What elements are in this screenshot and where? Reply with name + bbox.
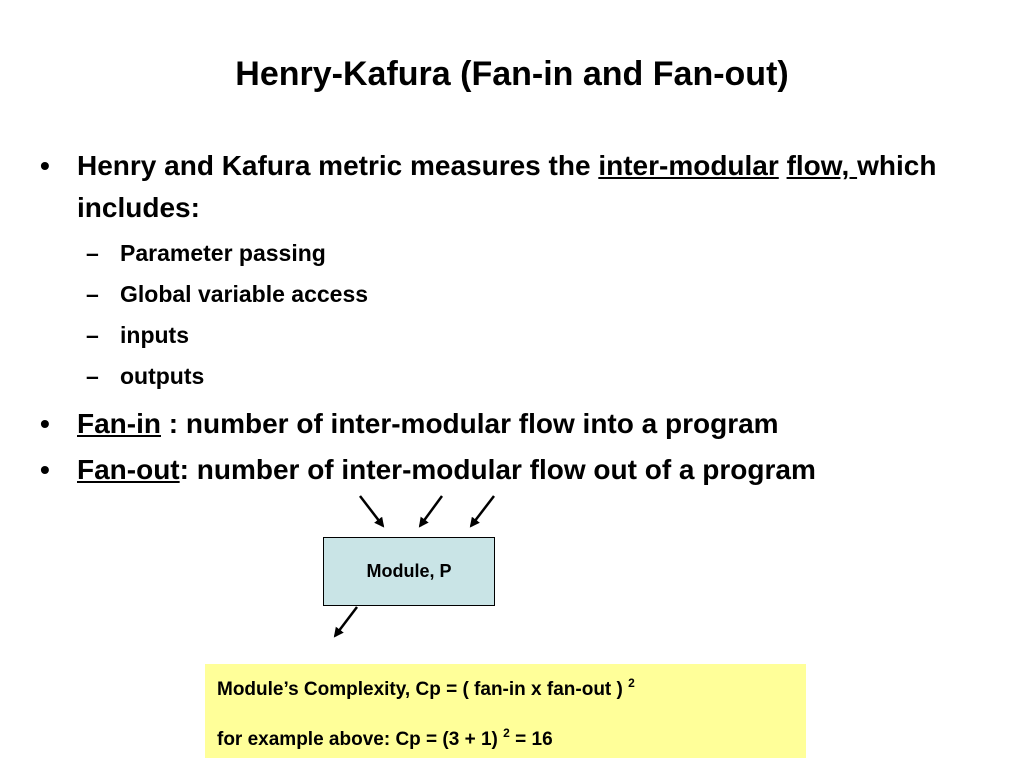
sub-list: [40, 233, 990, 397]
fan-in-arrow: [360, 496, 383, 526]
module-label: Module, P: [366, 561, 452, 581]
fan-out-term: Fan-out: [77, 454, 180, 485]
sub-item-label: inputs: [120, 322, 189, 348]
fan-out-arrow: [335, 607, 357, 636]
bullet-text: which includes:: [77, 150, 937, 223]
fan-in-arrow: [420, 496, 442, 526]
sub-item-outputs: [40, 356, 990, 397]
sub-marker: –: [86, 281, 99, 307]
fan-out-definition: : number of inter-modular flow out of a program: [179, 454, 816, 485]
slide-title: Henry-Kafura (Fan-in and Fan-out): [235, 55, 789, 93]
bullet-fan-out: [40, 449, 990, 491]
example-exponent: 2: [503, 726, 510, 740]
sub-item-global-variable-access: [40, 274, 990, 315]
fan-in-definition: : number of inter-modular flow into a program: [161, 408, 779, 439]
formula-exponent: 2: [628, 676, 635, 690]
formula-text: Module’s Complexity, Cp = ( fan-in x fan-out ): [217, 679, 629, 700]
bullet-interflow: [40, 145, 990, 229]
bullet-list: [40, 145, 990, 491]
fan-in-arrow: [471, 496, 494, 526]
module-box: [323, 537, 495, 606]
bullet-fan-in: [40, 403, 990, 445]
formula-line: [217, 676, 635, 701]
bullet-text: Henry and Kafura metric measures the: [77, 150, 599, 181]
sub-marker: –: [86, 363, 99, 389]
bullet-marker: •: [40, 454, 50, 485]
sub-item-parameter-passing: [40, 233, 990, 274]
sub-item-label: Global variable access: [120, 281, 369, 307]
underlined-term: flow,: [786, 150, 858, 181]
bullet-marker: •: [40, 408, 50, 439]
sub-item-label: Parameter passing: [120, 240, 326, 266]
bullet-marker: •: [40, 150, 50, 181]
underlined-term: inter-modular: [598, 150, 779, 181]
fan-in-term: Fan-in: [77, 408, 161, 439]
example-result: = 16: [509, 729, 553, 750]
sub-marker: –: [86, 240, 99, 266]
sub-item-inputs: [40, 315, 990, 356]
example-line: [217, 726, 553, 751]
sub-item-label: outputs: [120, 363, 205, 389]
example-text: for example above: Cp = (3 + 1): [217, 729, 504, 750]
formula-box: [205, 664, 806, 758]
sub-marker: –: [86, 322, 99, 348]
